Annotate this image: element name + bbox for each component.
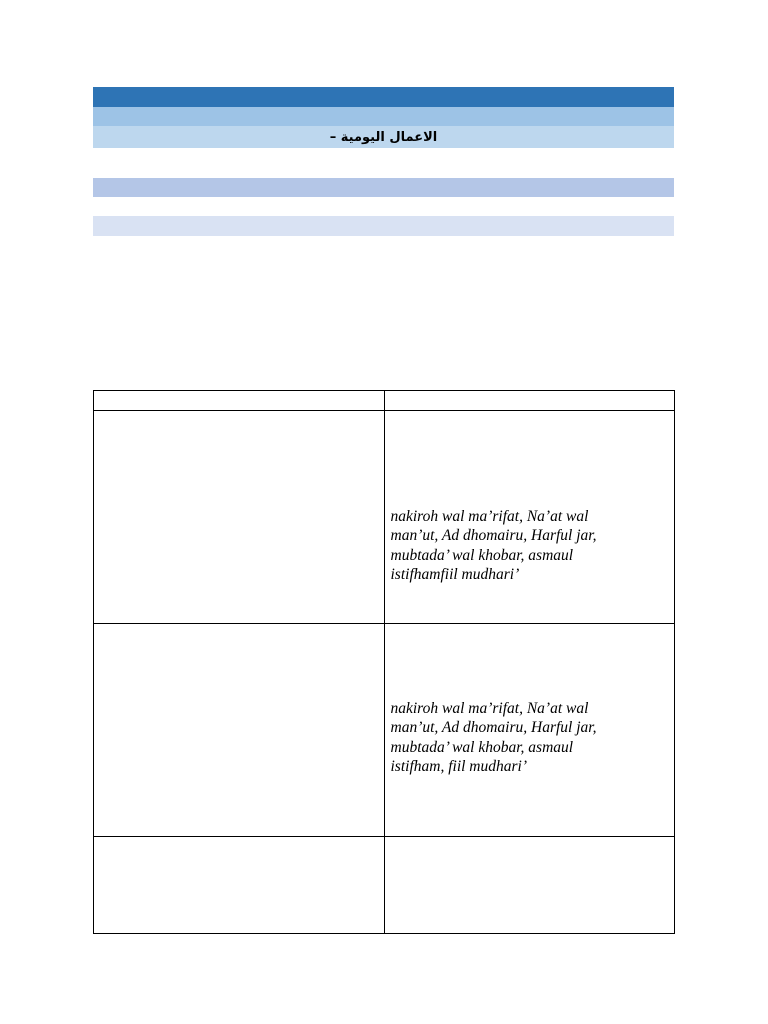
table-row <box>94 624 675 837</box>
section-bar <box>93 178 674 197</box>
cell-text: nakiroh wal ma’rifat, Na’at wal man’ut, Ad dhomairu, Harful jar, mubtada’ wal khobar, asmaul istifhamfiil mudhari’ <box>390 508 597 584</box>
table-cell-right <box>384 624 675 837</box>
table-row <box>94 411 675 624</box>
activity-table <box>93 390 675 934</box>
cell-text <box>94 411 384 507</box>
table-cell-left <box>94 837 385 934</box>
cell-text <box>94 624 384 699</box>
cell-text: nakiroh wal ma’rifat, Na’at wal man’ut, Ad dhomairu, Harful jar, mubtada’ wal khobar, asmaul istifham, fiil mudhari’ <box>390 700 597 776</box>
table-cell-right <box>384 837 675 934</box>
section-bar-light <box>93 216 674 236</box>
header-bar-title <box>93 126 674 148</box>
page-title: الاعمال اليومية – <box>329 129 438 145</box>
header-bar-dark <box>93 87 674 107</box>
table-cell-left <box>94 411 385 624</box>
table-header-cell-right <box>384 391 675 411</box>
table-header-cell-left <box>94 391 385 411</box>
table-header-row <box>94 391 675 411</box>
table-cell-right <box>384 411 675 624</box>
header-bar-medium <box>93 107 674 126</box>
table-row <box>94 837 675 934</box>
table-cell-left <box>94 624 385 837</box>
